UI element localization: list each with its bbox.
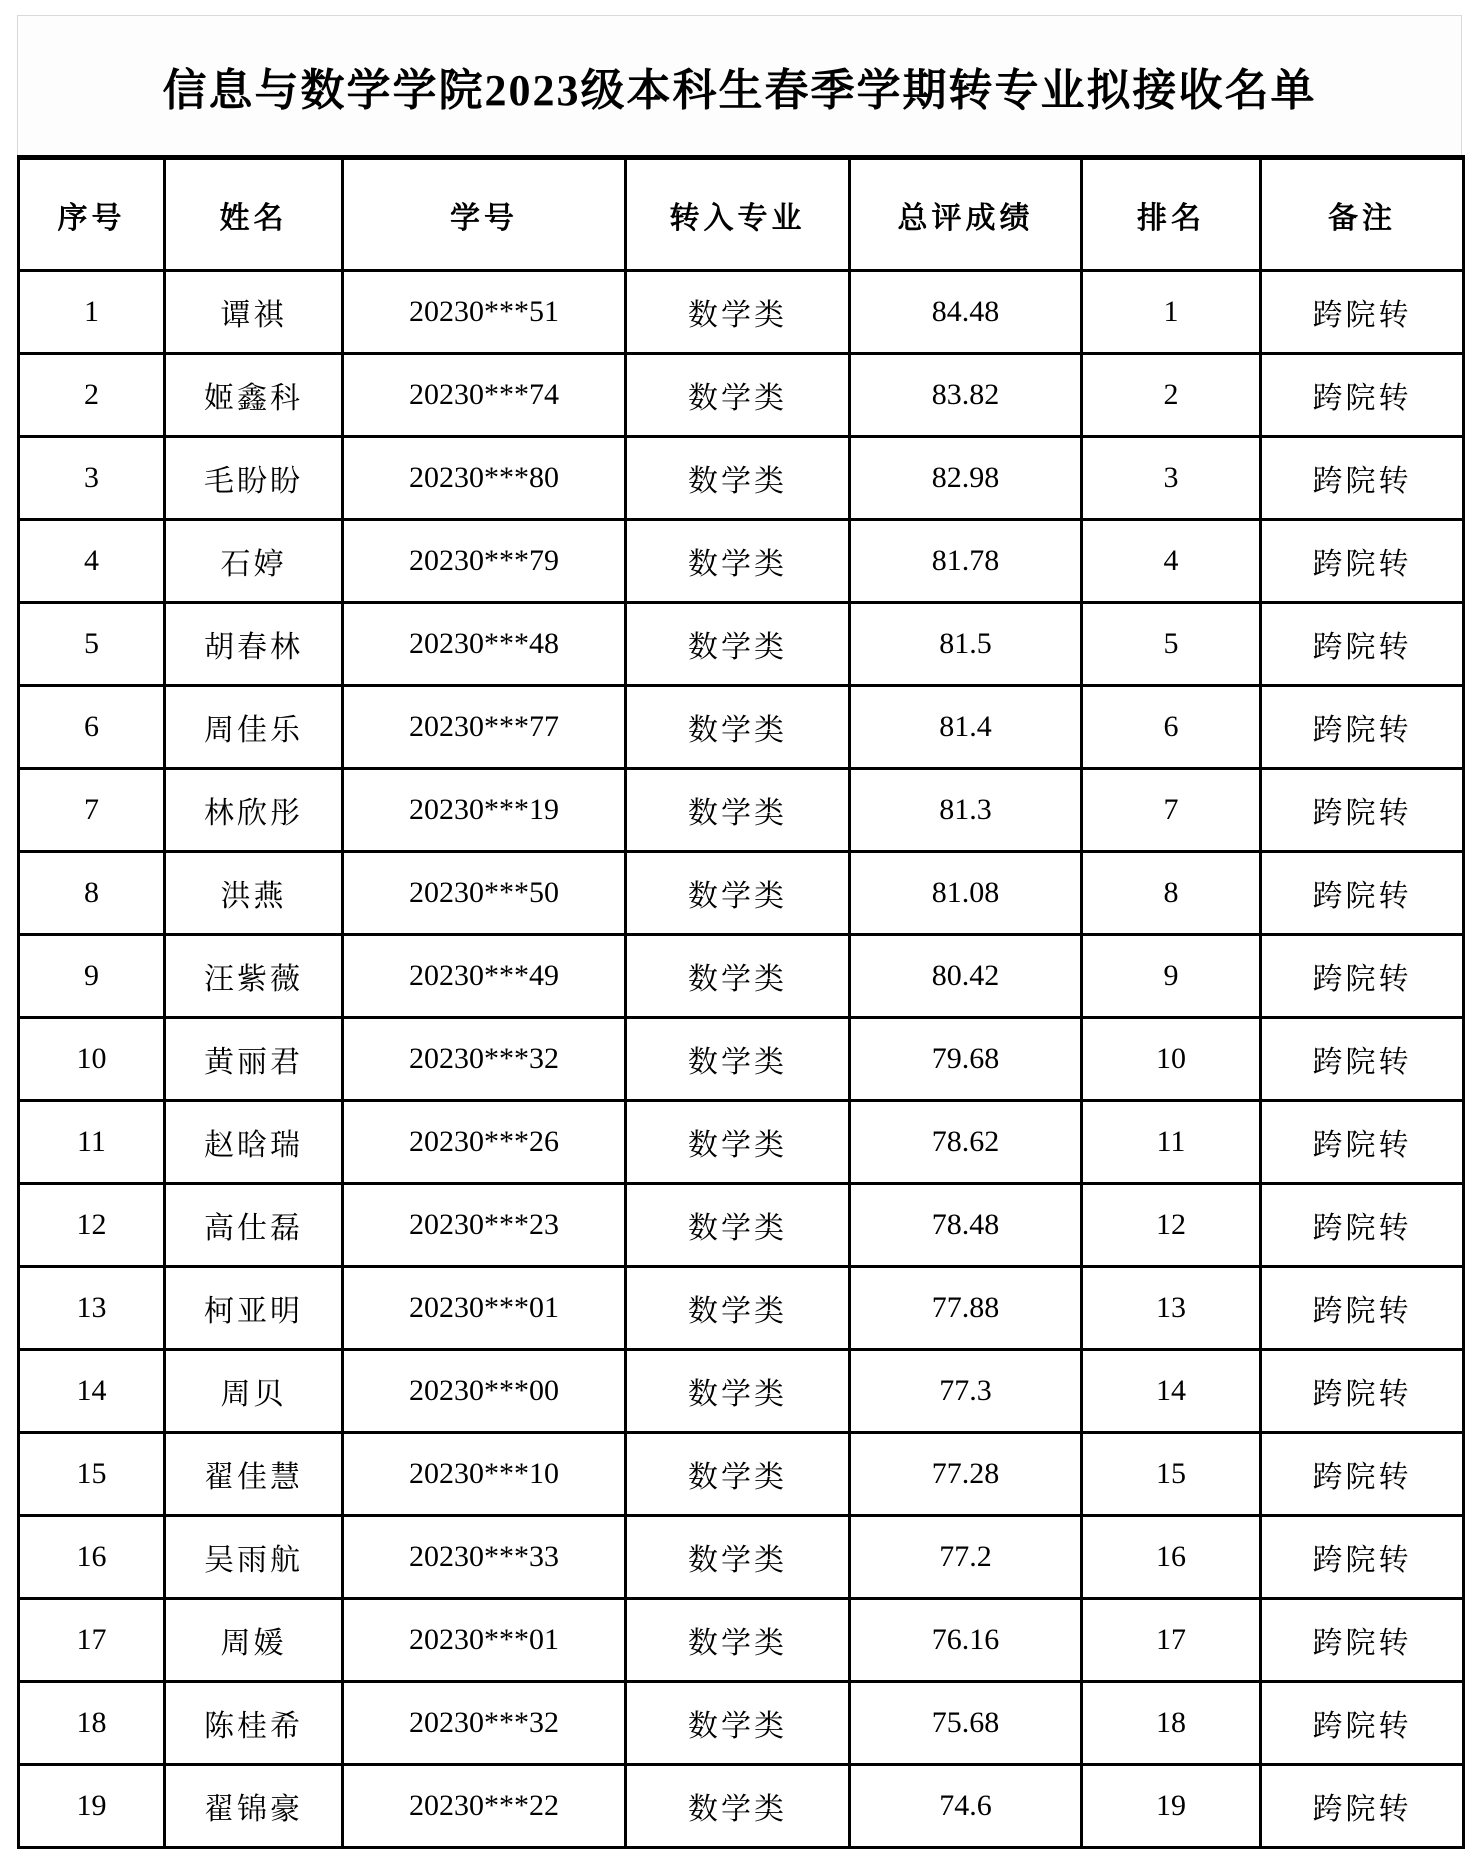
cell-index: 13 [19,1267,165,1350]
table-body [19,271,1464,1848]
cell-name: 陈桂希 [165,1682,343,1765]
cell-rank: 16 [1082,1516,1261,1599]
table-row [19,852,1464,935]
header-score: 总评成绩 [850,158,1082,271]
cell-student-id: 20230***01 [343,1599,626,1682]
cell-student-id: 20230***77 [343,686,626,769]
cell-score: 77.2 [850,1516,1082,1599]
cell-name: 胡春林 [165,603,343,686]
cell-major: 数学类 [626,1433,850,1516]
cell-remark: 跨院转 [1261,1599,1464,1682]
table-row [19,1433,1464,1516]
table-row [19,1599,1464,1682]
cell-index: 10 [19,1018,165,1101]
cell-remark: 跨院转 [1261,1018,1464,1101]
cell-remark: 跨院转 [1261,1101,1464,1184]
cell-remark: 跨院转 [1261,1682,1464,1765]
cell-name: 姬鑫科 [165,354,343,437]
cell-major: 数学类 [626,1765,850,1848]
cell-score: 81.5 [850,603,1082,686]
cell-student-id: 20230***51 [343,271,626,354]
header-student-id: 学号 [343,158,626,271]
cell-student-id: 20230***33 [343,1516,626,1599]
cell-rank: 3 [1082,437,1261,520]
cell-remark: 跨院转 [1261,686,1464,769]
cell-major: 数学类 [626,520,850,603]
cell-student-id: 20230***49 [343,935,626,1018]
cell-name: 翟佳慧 [165,1433,343,1516]
cell-major: 数学类 [626,1599,850,1682]
cell-remark: 跨院转 [1261,935,1464,1018]
cell-index: 17 [19,1599,165,1682]
table-row [19,520,1464,603]
cell-score: 80.42 [850,935,1082,1018]
cell-index: 12 [19,1184,165,1267]
cell-rank: 2 [1082,354,1261,437]
cell-index: 4 [19,520,165,603]
cell-remark: 跨院转 [1261,1184,1464,1267]
cell-remark: 跨院转 [1261,1765,1464,1848]
cell-major: 数学类 [626,1184,850,1267]
cell-name: 谭祺 [165,271,343,354]
cell-remark: 跨院转 [1261,769,1464,852]
cell-major: 数学类 [626,1267,850,1350]
cell-remark: 跨院转 [1261,1267,1464,1350]
cell-score: 74.6 [850,1765,1082,1848]
cell-rank: 14 [1082,1350,1261,1433]
cell-student-id: 20230***01 [343,1267,626,1350]
cell-index: 9 [19,935,165,1018]
cell-index: 19 [19,1765,165,1848]
table-row [19,437,1464,520]
cell-student-id: 20230***22 [343,1765,626,1848]
cell-student-id: 20230***79 [343,520,626,603]
cell-name: 赵晗瑞 [165,1101,343,1184]
cell-name: 柯亚明 [165,1267,343,1350]
transfer-acceptance-table [17,155,1465,1849]
cell-score: 78.62 [850,1101,1082,1184]
cell-score: 75.68 [850,1682,1082,1765]
header-rank: 排名 [1082,158,1261,271]
cell-index: 11 [19,1101,165,1184]
cell-student-id: 20230***80 [343,437,626,520]
table-row [19,1765,1464,1848]
header-row [19,158,1464,271]
cell-rank: 15 [1082,1433,1261,1516]
cell-major: 数学类 [626,1018,850,1101]
cell-remark: 跨院转 [1261,520,1464,603]
cell-student-id: 20230***23 [343,1184,626,1267]
cell-index: 3 [19,437,165,520]
header-index: 序号 [19,158,165,271]
cell-rank: 9 [1082,935,1261,1018]
cell-name: 洪燕 [165,852,343,935]
cell-rank: 17 [1082,1599,1261,1682]
table-row [19,1018,1464,1101]
table-row [19,1267,1464,1350]
table-row [19,271,1464,354]
document-title: 信息与数学学院2023级本科生春季学期转专业拟接收名单 [17,15,1462,155]
cell-rank: 8 [1082,852,1261,935]
cell-name: 林欣彤 [165,769,343,852]
table-row [19,1350,1464,1433]
header-remark: 备注 [1261,158,1464,271]
cell-score: 77.28 [850,1433,1082,1516]
cell-name: 汪紫薇 [165,935,343,1018]
cell-name: 毛盼盼 [165,437,343,520]
cell-major: 数学类 [626,769,850,852]
cell-remark: 跨院转 [1261,603,1464,686]
cell-score: 83.82 [850,354,1082,437]
cell-score: 81.08 [850,852,1082,935]
cell-rank: 4 [1082,520,1261,603]
cell-remark: 跨院转 [1261,437,1464,520]
cell-student-id: 20230***00 [343,1350,626,1433]
cell-major: 数学类 [626,1101,850,1184]
cell-rank: 5 [1082,603,1261,686]
cell-student-id: 20230***19 [343,769,626,852]
cell-rank: 6 [1082,686,1261,769]
cell-major: 数学类 [626,603,850,686]
cell-index: 2 [19,354,165,437]
cell-remark: 跨院转 [1261,354,1464,437]
cell-score: 84.48 [850,271,1082,354]
cell-rank: 19 [1082,1765,1261,1848]
cell-score: 78.48 [850,1184,1082,1267]
cell-major: 数学类 [626,852,850,935]
header-name: 姓名 [165,158,343,271]
cell-score: 81.78 [850,520,1082,603]
cell-name: 黄丽君 [165,1018,343,1101]
cell-score: 81.3 [850,769,1082,852]
cell-score: 79.68 [850,1018,1082,1101]
cell-index: 14 [19,1350,165,1433]
cell-name: 周佳乐 [165,686,343,769]
cell-index: 5 [19,603,165,686]
cell-remark: 跨院转 [1261,852,1464,935]
cell-rank: 13 [1082,1267,1261,1350]
cell-index: 7 [19,769,165,852]
cell-major: 数学类 [626,271,850,354]
cell-major: 数学类 [626,1350,850,1433]
cell-remark: 跨院转 [1261,1350,1464,1433]
table-row [19,354,1464,437]
cell-score: 81.4 [850,686,1082,769]
cell-rank: 12 [1082,1184,1261,1267]
cell-name: 周贝 [165,1350,343,1433]
cell-student-id: 20230***26 [343,1101,626,1184]
cell-major: 数学类 [626,437,850,520]
cell-name: 吴雨航 [165,1516,343,1599]
cell-name: 石婷 [165,520,343,603]
cell-student-id: 20230***32 [343,1682,626,1765]
cell-score: 82.98 [850,437,1082,520]
cell-index: 15 [19,1433,165,1516]
cell-student-id: 20230***32 [343,1018,626,1101]
cell-remark: 跨院转 [1261,1516,1464,1599]
cell-remark: 跨院转 [1261,271,1464,354]
table-row [19,603,1464,686]
cell-rank: 10 [1082,1018,1261,1101]
table-row [19,1682,1464,1765]
cell-name: 翟锦豪 [165,1765,343,1848]
cell-index: 16 [19,1516,165,1599]
table-row [19,935,1464,1018]
cell-major: 数学类 [626,354,850,437]
table-row [19,686,1464,769]
cell-remark: 跨院转 [1261,1433,1464,1516]
header-major: 转入专业 [626,158,850,271]
table-row [19,769,1464,852]
cell-rank: 11 [1082,1101,1261,1184]
cell-student-id: 20230***50 [343,852,626,935]
table-row [19,1516,1464,1599]
cell-student-id: 20230***74 [343,354,626,437]
cell-major: 数学类 [626,935,850,1018]
cell-score: 76.16 [850,1599,1082,1682]
cell-student-id: 20230***48 [343,603,626,686]
table-row [19,1184,1464,1267]
cell-index: 8 [19,852,165,935]
cell-major: 数学类 [626,1682,850,1765]
cell-name: 高仕磊 [165,1184,343,1267]
cell-name: 周媛 [165,1599,343,1682]
cell-index: 1 [19,271,165,354]
table-row [19,1101,1464,1184]
cell-score: 77.88 [850,1267,1082,1350]
cell-rank: 1 [1082,271,1261,354]
cell-major: 数学类 [626,1516,850,1599]
cell-score: 77.3 [850,1350,1082,1433]
cell-rank: 7 [1082,769,1261,852]
cell-index: 6 [19,686,165,769]
cell-major: 数学类 [626,686,850,769]
cell-student-id: 20230***10 [343,1433,626,1516]
cell-rank: 18 [1082,1682,1261,1765]
cell-index: 18 [19,1682,165,1765]
